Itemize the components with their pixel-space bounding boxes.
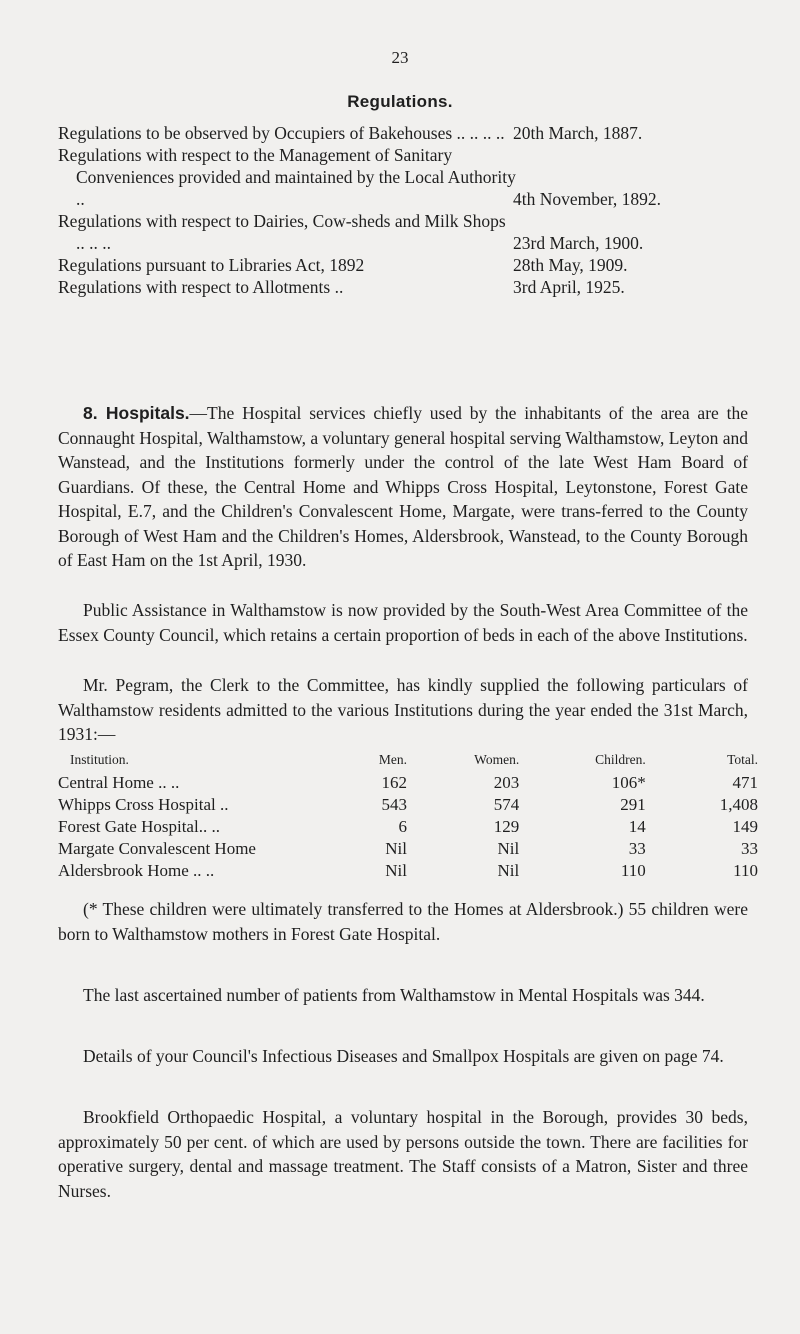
- pegram-paragraph: [58, 673, 748, 747]
- table-cell: 6: [398, 817, 407, 836]
- regulation-date: 3rd April, 1925.: [513, 277, 625, 297]
- table-row: [58, 860, 758, 882]
- table-cell: Aldersbrook Home .. ..: [58, 861, 215, 880]
- paragraph-text: Public Assistance in Walthamstow is now provided by the South-West Area Committee of the Essex County Council, which retains a certain proportion of beds in each of the above Institutions.: [58, 600, 748, 645]
- regulation-date: 4th November, 1892.: [513, 189, 662, 209]
- paragraph-text: The last ascertained number of patients from Walthamstow in Mental Hospitals was 344.: [83, 985, 705, 1005]
- public-assistance-paragraph: [58, 598, 748, 647]
- table-cell: Nil: [497, 861, 520, 880]
- table-cell: Margate Convalescent Home: [58, 839, 256, 858]
- table-cell: 110: [733, 861, 758, 880]
- hospitals-heading: 8. Hospitals.: [83, 403, 190, 423]
- admissions-table: [58, 752, 758, 882]
- regulation-title: Regulations with respect to Allotments ..: [58, 277, 344, 297]
- table-cell: Nil: [497, 839, 520, 858]
- regulation-title: Regulations pursuant to Libraries Act, 1892: [58, 255, 365, 275]
- paragraph-text: (* These children were ultimately transferred to the Homes at Aldersbrook.) 55 children were born to Walthamstow mothers in Forest Gate Hospital.: [58, 899, 748, 944]
- regulation-entry: [58, 122, 758, 144]
- table-cell: Forest Gate Hospital.. ..: [58, 817, 220, 836]
- column-header: Total.: [727, 752, 758, 767]
- hospitals-section: [58, 401, 748, 573]
- regulation-entry: [58, 254, 758, 276]
- regulations-heading: Regulations.: [347, 92, 453, 111]
- table-row: [58, 772, 758, 794]
- table-cell: Nil: [385, 861, 407, 880]
- column-header: Institution.: [70, 752, 129, 767]
- hospitals-paragraph: [58, 401, 748, 573]
- table-row: [58, 794, 758, 816]
- regulation-date: 23rd March, 1900.: [513, 233, 644, 253]
- regulation-title: Regulations with respect to Dairies, Cow-sheds and Milk Shops .. .. ..: [58, 211, 506, 253]
- regulation-title: Regulations to be observed by Occupiers of Bakehouses .. .. .. ..: [58, 123, 505, 143]
- table-cell: 33: [741, 839, 758, 858]
- table-cell: 110: [620, 861, 646, 880]
- mental-hospitals-paragraph: [58, 983, 748, 1008]
- column-header: Men.: [378, 752, 407, 767]
- table-cell: Nil: [385, 839, 407, 858]
- table-row: [58, 838, 758, 860]
- brookfield-paragraph: [58, 1105, 748, 1203]
- table-cell: 1,408: [719, 795, 758, 814]
- table-cell: 14: [628, 817, 646, 836]
- page-number: 23: [391, 48, 409, 67]
- table-cell: 33: [628, 839, 646, 858]
- regulation-entry: [58, 210, 758, 254]
- regulation-date: 28th May, 1909.: [513, 255, 628, 275]
- table-cell: 162: [381, 773, 407, 792]
- regulations-list: [58, 122, 758, 298]
- regulation-entry: [58, 144, 758, 210]
- table-cell: 149: [732, 817, 758, 836]
- regulation-date: 20th March, 1887.: [513, 123, 643, 143]
- table-cell: 574: [493, 795, 520, 814]
- paragraph-text: Brookfield Orthopaedic Hospital, a voluntary hospital in the Borough, provides 30 beds, approximately 50 per cent. of which are used by persons outside the town. There are facilities for operative surgery, dental and massage treatment. The Staff consists of a Matron, Sister and three Nurses.: [58, 1107, 748, 1201]
- infectious-diseases-paragraph: [58, 1044, 748, 1069]
- table-cell: 129: [493, 817, 520, 836]
- table-row: [58, 816, 758, 838]
- table-cell: Central Home .. ..: [58, 773, 180, 792]
- table-cell: Whipps Cross Hospital ..: [58, 795, 229, 814]
- column-header: Women.: [474, 752, 520, 767]
- footnote-paragraph: [58, 897, 748, 946]
- hospitals-paragraph-text: —The Hospital services chiefly used by the inhabitants of the area are the Connaught Hospital, Walthamstow, a voluntary general hospital serving Walthamstow, Leyton and Wanstead, and the Institutions formerly under the control of the late West Ham Board of Guardians. Of these, the Central Home and Whipps Cross Hospital, Leytonstone, Forest Gate Hospital, E.7, and the Children's Convalescent Home, Margate, were trans-ferred to the County Borough of West Ham and the Children's Homes, Aldersbrook, Wanstead, to the County Borough of East Ham on the 1st April, 1930.: [58, 403, 748, 570]
- table-header-row: [58, 752, 758, 772]
- paragraph-text: Mr. Pegram, the Clerk to the Committee, has kindly supplied the following particulars of Walthamstow residents admitted to the various Institutions during the year ended the 31st March, 1931:—: [58, 675, 748, 744]
- table-cell: 203: [493, 773, 520, 792]
- regulation-title: Regulations with respect to the Management of Sanitary Conveniences provided and maintained by the Local Authority ..: [58, 145, 516, 209]
- table-cell: 291: [620, 795, 646, 814]
- column-header: Children.: [595, 752, 646, 767]
- regulation-entry: [58, 276, 758, 298]
- table-cell: 471: [732, 773, 758, 792]
- table-cell: 543: [381, 795, 407, 814]
- table-cell: 106*: [611, 773, 646, 792]
- paragraph-text: Details of your Council's Infectious Diseases and Smallpox Hospitals are given on page 74.: [83, 1046, 724, 1066]
